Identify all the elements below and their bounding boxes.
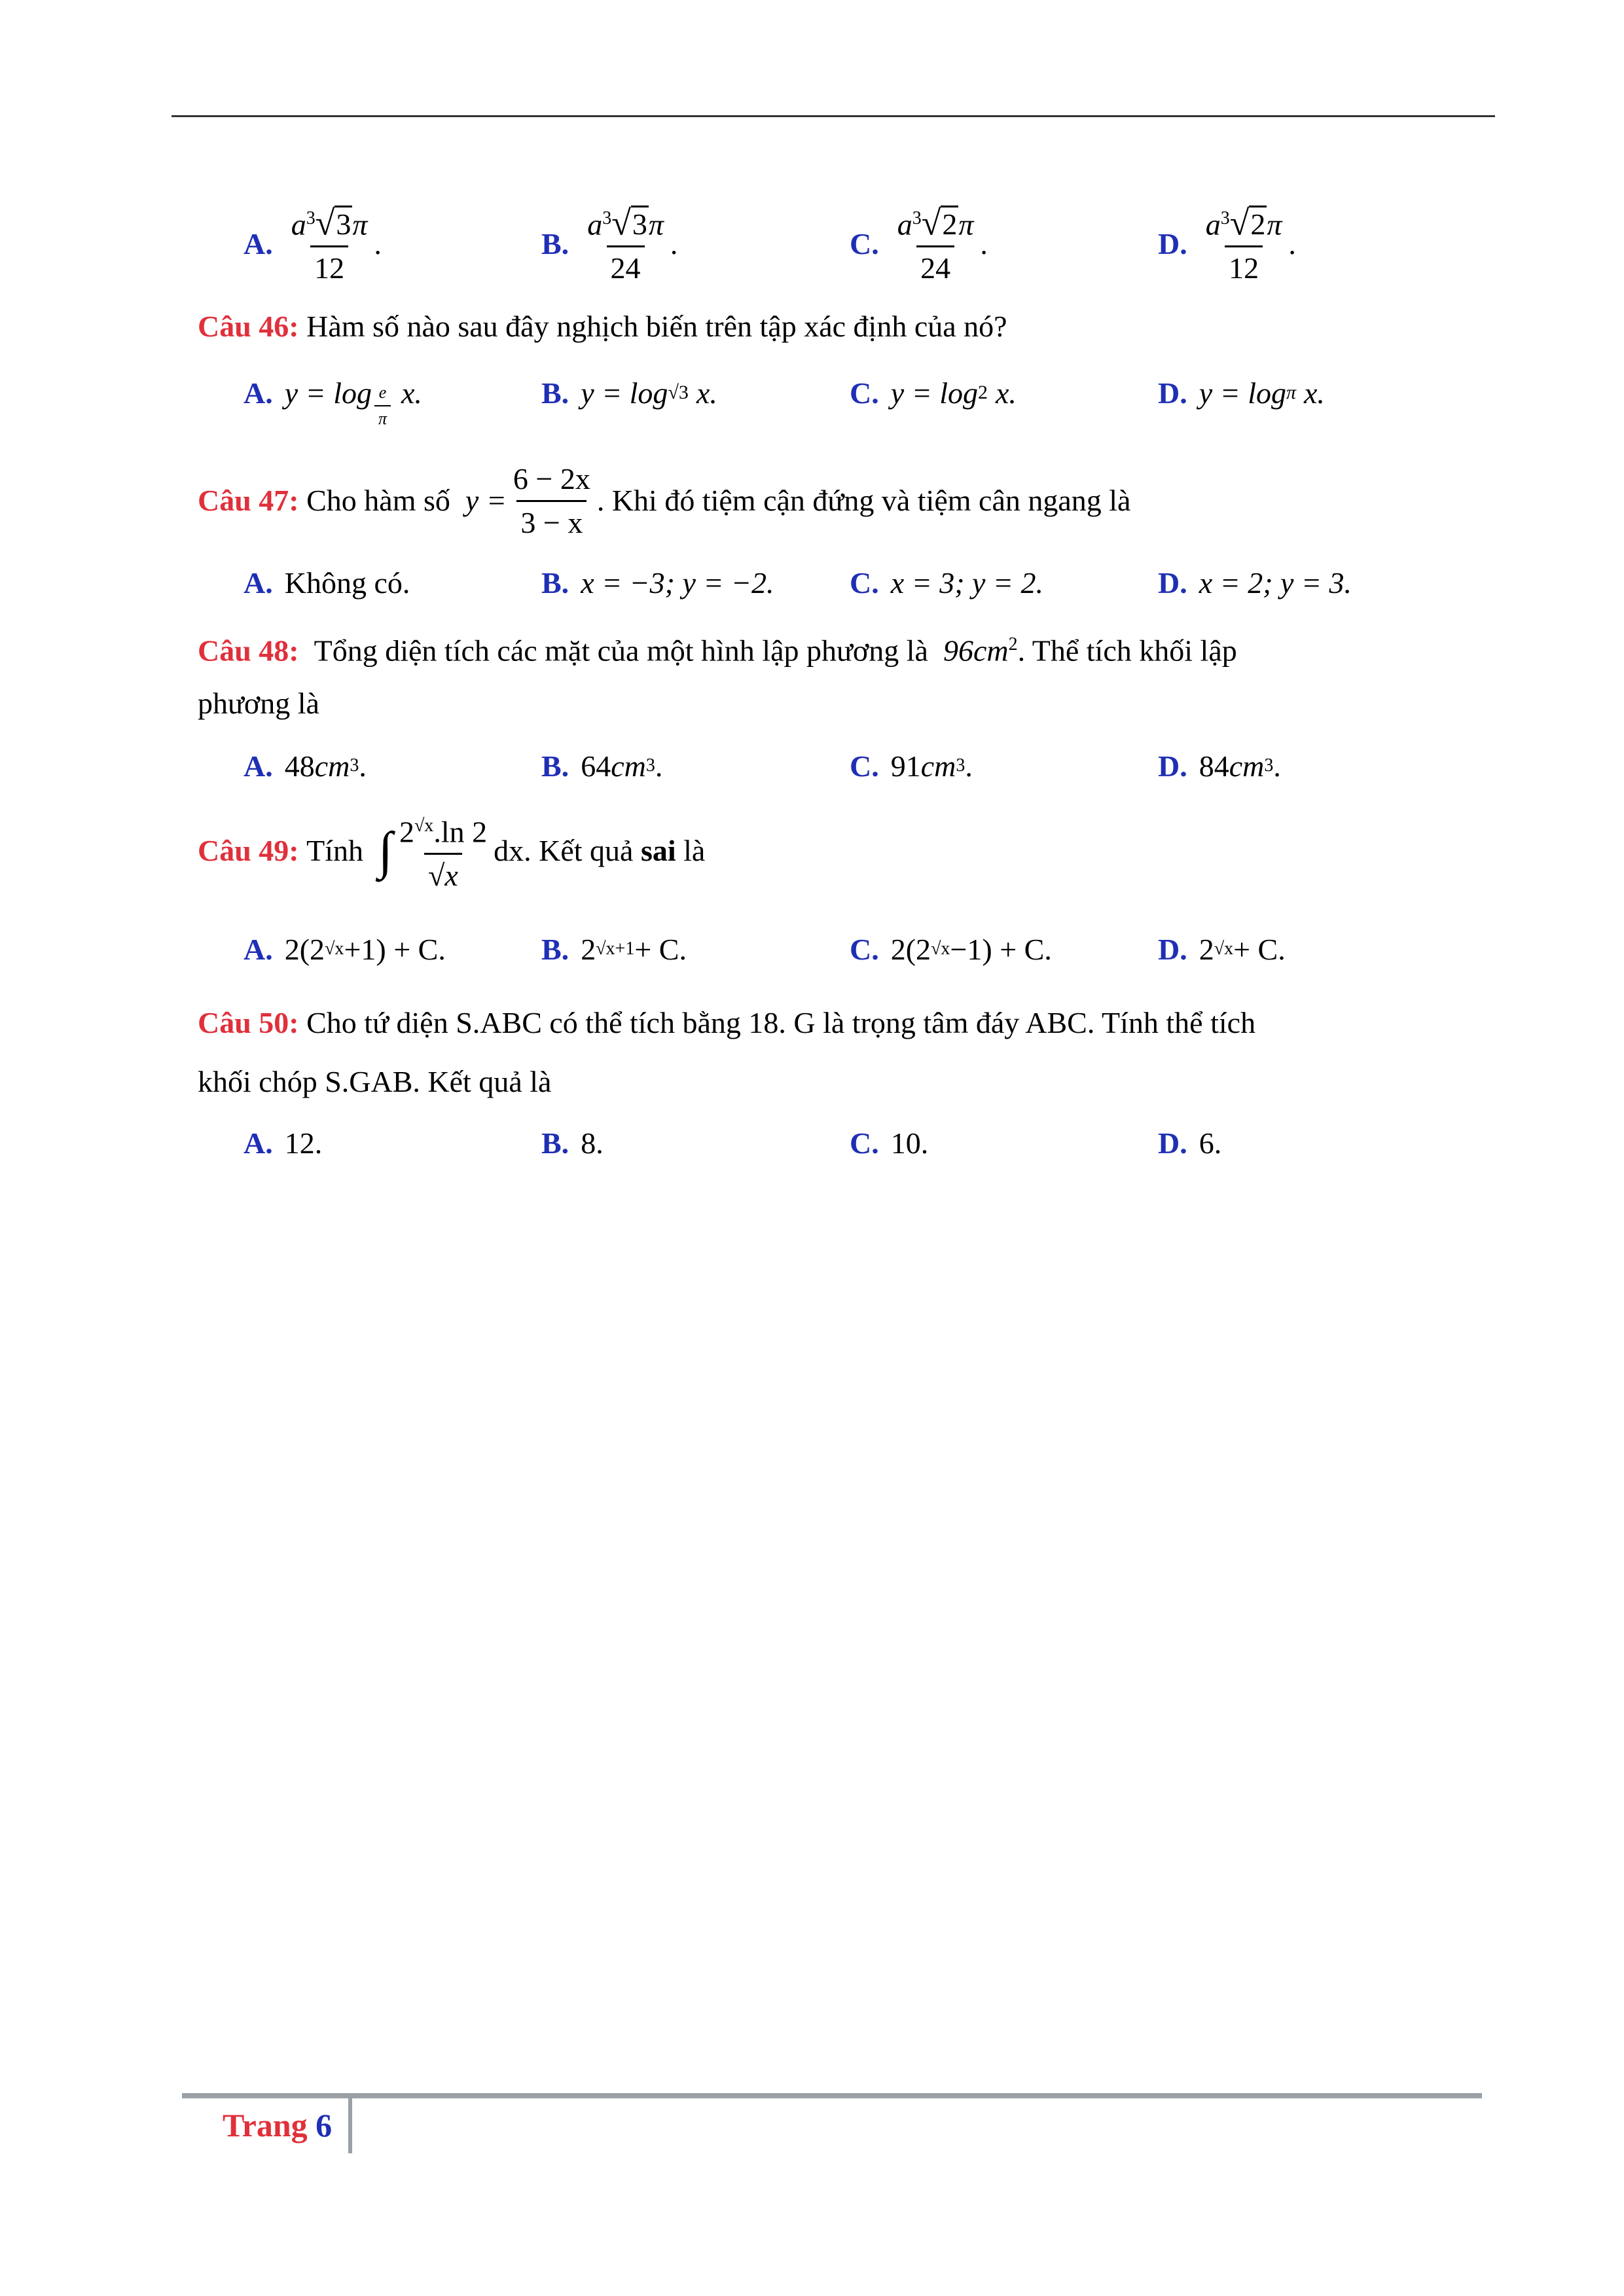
page-number: 6 [316,2107,333,2144]
question-50-line2: khối chóp S.GAB. Kết quả là [198,1065,552,1098]
q50-option-d[interactable]: D. 6. [1158,1126,1222,1160]
q49-option-c[interactable]: C. 2(2 √x −1) + C. [850,932,1052,966]
q49-option-a[interactable]: A. 2(2 √x +1) + C. [244,932,446,966]
q50-option-c[interactable]: C. 10. [850,1126,929,1160]
q46-option-a[interactable]: A. y = log $\frac{e}{\pi}$ x. [244,376,422,428]
question-47: Câu 47: Cho hàm số y = $\frac{6 - 2x}{3 - x}$ . Khi đó tiệm cận đứng và tiệm cân ngang là [198,458,1428,543]
footer-divider [348,2098,352,2153]
question-49: Câu 49: Tính ∫ $\frac{2^{√x}.\ln 2}{√x}$ dx . Kết quả sai là [198,805,1428,897]
prev-option-a[interactable]: A. $\frac{a^3√3\pi}{12}$ . [244,204,382,283]
prev-option-b[interactable]: B. $\frac{a^3√3\pi}{24}$ . [541,204,677,283]
q46-options [198,353,1441,432]
q49-option-d[interactable]: D. 2 √x + C. [1158,932,1286,966]
header-rule [171,115,1495,117]
question-46: Câu 46: Hàm số nào sau đây nghịch biến trên tập xác định của nó? [198,310,1007,343]
q46-option-d[interactable]: D. y = log π x. [1158,376,1325,410]
q48-options [198,726,1441,805]
footer-rule [182,2093,1482,2098]
q47-option-c[interactable]: C. x = 3; y = 2. [850,565,1043,600]
q49-options [198,910,1441,988]
question-48-line2: phương là [198,687,319,720]
question-50: Câu 50: Cho tứ diện S.ABC có thể tích bằng 18. G là trọng tâm đáy ABC. Tính thể tích [198,1006,1256,1039]
q46-option-c[interactable]: C. y = log 2 x. [850,376,1017,410]
question-48: Câu 48: Tổng diện tích các mặt của một hình lập phương là $96cm^2$. Thể tích khối lập [198,634,1237,668]
q48-option-d[interactable]: D. 84 cm 3 . [1158,749,1281,783]
q47-option-a[interactable]: A. Không có. [244,565,410,600]
q48-option-b[interactable]: B. 64 cm 3 . [541,749,663,783]
q49-option-b[interactable]: B. 2 √x+1 + C. [541,932,687,966]
q46-option-b[interactable]: B. y = log √3 x. [541,376,717,410]
q47-option-b[interactable]: B. x = −3; y = −2. [541,565,774,600]
q50-options [198,1103,1441,1182]
prev-options-row [198,204,1441,283]
prev-option-d[interactable]: D. $\frac{a^3√2\pi}{12}$ . [1158,204,1296,283]
prev-option-c[interactable]: C. $\frac{a^3√2\pi}{24}$ . [850,204,988,283]
q50-option-b[interactable]: B. 8. [541,1126,604,1160]
q48-option-c[interactable]: C. 91 cm 3 . [850,749,973,783]
q50-option-a[interactable]: A. 12. [244,1126,323,1160]
page-footer: Trang 6 [223,2107,333,2144]
q47-options [198,543,1441,622]
q48-option-a[interactable]: A. 48 cm 3 . [244,749,367,783]
q47-option-d[interactable]: D. x = 2; y = 3. [1158,565,1352,600]
